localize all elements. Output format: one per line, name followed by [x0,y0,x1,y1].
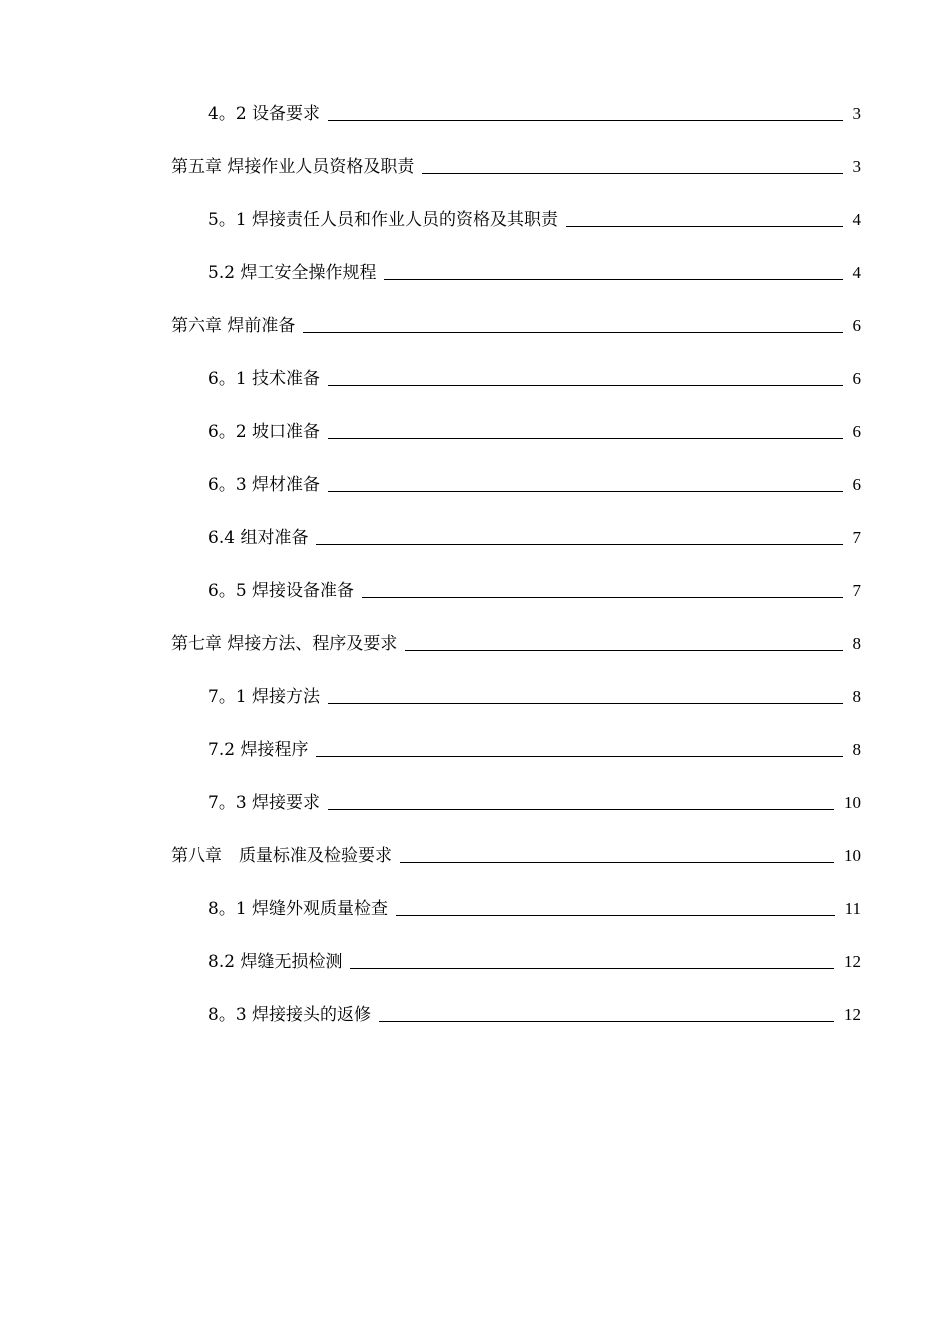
toc-section-entry[interactable] [208,997,861,1025]
toc-page-number: 8 [852,687,861,706]
toc-page-number: 6 [852,369,861,388]
toc-page-number: 10 [844,846,861,865]
toc-entry-label: 6。2 坡口准备 [208,422,321,442]
toc-leader-line [384,279,842,280]
toc-leader-line [405,650,842,651]
toc-section-entry[interactable] [208,361,861,389]
toc-entry-label: 6。3 焊材准备 [208,475,321,495]
toc-section-entry[interactable] [208,891,861,919]
toc-entry-label: 7.2 焊接程序 [208,740,309,760]
toc-page-number: 4 [852,263,861,282]
toc-leader-line [328,120,842,121]
toc-section-entry[interactable] [208,467,861,495]
toc-section-entry[interactable] [208,573,861,601]
toc-entry-label: 6。5 焊接设备准备 [208,581,355,601]
toc-leader-line [328,438,842,439]
toc-chapter-entry[interactable] [171,838,861,866]
toc-entry-label: 5.2 焊工安全操作规程 [208,263,377,283]
toc-entry-label: 第八章 质量标准及检验要求 [171,846,392,866]
toc-entry-label: 8.2 焊缝无损检测 [208,952,343,972]
toc-leader-line [328,703,842,704]
toc-page-number: 8 [852,634,861,653]
toc-page-number: 7 [852,581,861,600]
toc-entry-label: 8。1 焊缝外观质量检查 [208,899,389,919]
toc-section-entry[interactable] [208,679,861,707]
toc-chapter-entry[interactable] [171,308,861,336]
toc-entry-label: 7。3 焊接要求 [208,793,321,813]
toc-leader-line [400,862,834,863]
toc-page-number: 12 [844,1005,861,1024]
toc-entry-label: 6.4 组对准备 [208,528,309,548]
toc-leader-line [379,1021,834,1022]
toc-page-number: 8 [852,740,861,759]
toc-leader-line [328,385,842,386]
toc-leader-line [303,332,842,333]
toc-section-entry[interactable] [208,414,861,442]
toc-entry-label: 第六章 焊前准备 [171,316,296,336]
toc-section-entry[interactable] [208,944,861,972]
toc-leader-line [362,597,842,598]
toc-section-entry[interactable] [208,520,861,548]
toc-leader-line [396,915,835,916]
toc-page-number: 11 [844,899,861,918]
toc-section-entry[interactable] [208,96,861,124]
toc-page-number: 6 [852,316,861,335]
toc-leader-line [328,809,834,810]
toc-page-number: 6 [852,475,861,494]
toc-section-entry[interactable] [208,255,861,283]
toc-entry-label: 7。1 焊接方法 [208,687,321,707]
toc-leader-line [422,173,842,174]
toc-leader-line [328,491,842,492]
toc-leader-line [316,756,842,757]
toc-entry-label: 4。2 设备要求 [208,104,321,124]
toc-section-entry[interactable] [208,785,861,813]
toc-page-number: 4 [852,210,861,229]
toc-entry-label: 8。3 焊接接头的返修 [208,1005,372,1025]
toc-page-number: 3 [852,104,861,123]
toc-entry-label: 第七章 焊接方法、程序及要求 [171,634,398,654]
toc-leader-line [316,544,842,545]
toc-page-number: 3 [852,157,861,176]
toc-page-number: 6 [852,422,861,441]
toc-section-entry[interactable] [208,732,861,760]
toc-leader-line [350,968,834,969]
toc-entry-label: 5。1 焊接责任人员和作业人员的资格及其职责 [208,210,559,230]
toc-leader-line [566,226,842,227]
toc-chapter-entry[interactable] [171,149,861,177]
toc-entry-label: 6。1 技术准备 [208,369,321,389]
toc-page-number: 7 [852,528,861,547]
toc-page-number: 10 [844,793,861,812]
toc-section-entry[interactable] [208,202,861,230]
toc-entry-label: 第五章 焊接作业人员资格及职责 [171,157,415,177]
toc-page-number: 12 [844,952,861,971]
toc-chapter-entry[interactable] [171,626,861,654]
